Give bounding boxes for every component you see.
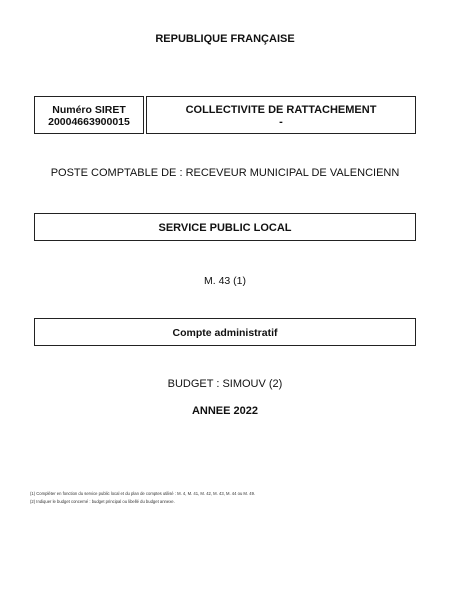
footnotes	[30, 490, 430, 506]
collectivite-value: -	[279, 116, 283, 128]
siret-box	[34, 96, 144, 134]
annee: ANNEE 2022	[191, 405, 259, 417]
budget: BUDGET : SIMOUV (2)	[167, 378, 283, 390]
service-public-local-box	[34, 213, 416, 241]
service-public-local-label: SERVICE PUBLIC LOCAL	[158, 222, 292, 234]
poste-comptable: POSTE COMPTABLE DE : RECEVEUR MUNICIPAL DE VALENCIENN	[50, 167, 400, 179]
collectivite-label: COLLECTIVITE DE RATTACHEMENT	[185, 104, 377, 116]
siret-label: Numéro SIRET	[52, 104, 126, 116]
collectivite-box	[146, 96, 416, 134]
document-type-box	[34, 318, 416, 346]
footnote-2: (2) Indiquer le budget concerné : budget principal ou libellé du budget annexe.	[30, 499, 175, 504]
page-title: REPUBLIQUE FRANÇAISE	[155, 33, 295, 45]
document-type-label: Compte administratif	[172, 327, 278, 339]
siret-value: 20004663900015	[48, 116, 130, 128]
footnote-1: (1) Compléter en fonction du service public local et du plan de comptes utilisé : M. 4, M. 41, M. 42, M. 43, M. 44 ou M. 49.	[30, 491, 256, 496]
nomenclature: M. 43 (1)	[203, 275, 246, 287]
